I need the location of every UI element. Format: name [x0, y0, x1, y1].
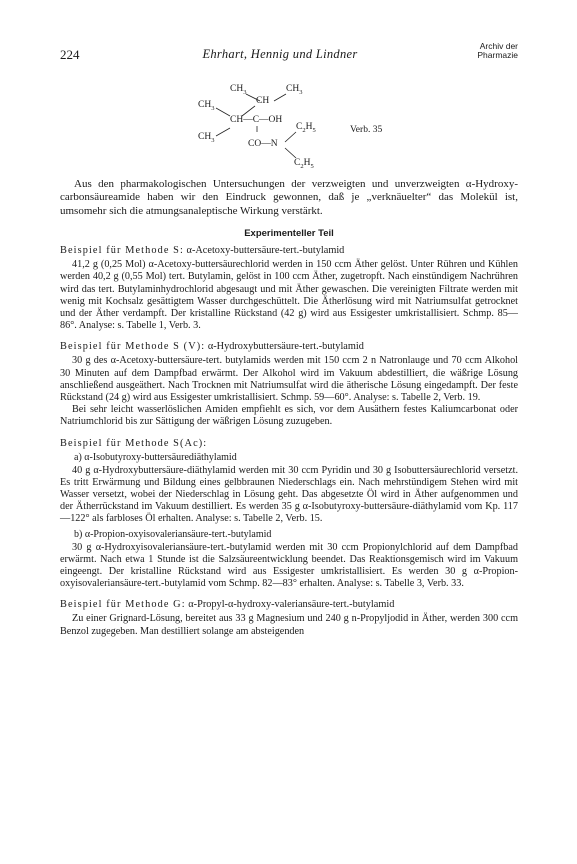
group-co-n: CO—N — [248, 139, 278, 149]
journal-name — [477, 42, 518, 60]
group-ch3-top: $CH_3$ — [230, 84, 247, 96]
page-number: 224 — [60, 47, 80, 62]
group-c2h5-upper: $C_2H_5$ — [296, 122, 316, 134]
bond-ch-ch3-lower — [216, 128, 230, 136]
example-heading-s — [60, 245, 518, 256]
bond-ch-ch3 — [274, 94, 286, 101]
structural-formula — [190, 82, 450, 174]
bond-n-c2h5-lower — [285, 148, 296, 158]
journal-name-line2: Pharmazie — [477, 50, 518, 60]
structure-bonds — [190, 82, 450, 174]
sub-heading-a: a) α-Isobutyroxy-buttersäurediäthylamid — [74, 451, 237, 463]
group-ch-main: CH—C—OH — [230, 115, 283, 125]
example-heading-s-v — [60, 341, 518, 352]
example-paragraph-a: 40 g α-Hydroxybuttersäure-diäthylamid werden mit 30 ccm Pyridin und 30 g Isobuttersäurechlorid versetzt. Es tritt Erwärmung und Bildung eines gelbbraunen Niederschlags ein. Nach mehrstündigem Stehen wird mit Wasser versetzt, wobei der Niederschlag in Lösung geht. Das abgesetzte Öl wird in Äther aufgenommen und der Ätherrückstand im Vakuum destilliert. Es werden 35 g α-Isobutyroxy-buttersäure-diäthylamid vom Kp. 117—122° als farbloses Öl erhalten. Analyse: s. Tabelle 2, Verb. 15. — [60, 464, 518, 525]
example-paragraph-s: 41,2 g (0,25 Mol) α-Acetoxy-buttersäurechlorid werden in 150 ccm Äther gelöst. Unter Rühren und Kühlen werden 40,2 g (0,55 Mol) tert. Butylamin, gelöst in 100 ccm Äther, zugetropft. Nach einstündigem Nachrühren wird das tert. Butylaminhydrochlorid abgesaugt und mit Äther gewaschen. Die vereinigten Filtrate werden mit wenig mit Kochsalz gesättigtem Wasser durchgeschüttelt. Die Ätherlösung wird mit Natriumsulfat getrocknet und der Äther verdampft. Der kristalline Rückstand (42 g) wird aus Essigester umkristallisiert. Schmp. 85—86°. Analyse: s. Tabelle 1, Verb. 3. — [60, 259, 518, 332]
example-heading-g — [60, 599, 518, 610]
example-paragraph-b: 30 g α-Hydroxyisovaleriansäure-tert.-butylamid werden mit 30 ccm Propionylchlorid auf dem Dampfbad erwärmt. Nach etwa 1 Stunde ist die Salzsäureentwicklung beendet. Das Reaktionsgemisch wird im Vakuum eingeengt. Der kristalline Rückstand wird aus Essigester umkristallisiert. Es werden 30 g α-Propion-oxyisovaleriansäure-tert.-butylamid vom Schmp. 82—83° erhalten. Analyse: s. Tabelle 3, Verb. 33. — [60, 541, 518, 590]
example-title: α-Propyl-α-hydroxy-valeriansäure-tert.-butylamid — [188, 599, 395, 611]
example-paragraph-s-v: 30 g des α-Acetoxy-buttersäure-tert. butylamids werden mit 150 ccm 2 n Natronlauge und 70 ccm Alkohol 30 Minuten auf dem Dampfbad erwärmt. Der Alkohol wird im Vakuum abdestilliert, die wäßrige Lösung anschließend ausgeäthert. Nach Trocknen mit Natriumsulfat wird die ätherische Lösung eingedampft. Der feste Rückstand (24 g) wird aus Essigester umkristallisiert. Schmp. 59—60°. Analyse: s. Tabelle 2, Verb. 19. — [60, 355, 518, 404]
example-paragraph-g: Zu einer Grignard-Lösung, bereitet aus 33 g Magnesium und 240 g n-Propyljodid in Äther, werden 300 ccm Benzol zugegeben. Man destilliert solange am absteigenden — [60, 613, 518, 637]
bond-ch3-ch-main — [216, 108, 230, 116]
example-label: Beispiel für Methode S: — [60, 245, 184, 257]
group-c2h5-lower: $C_2H_5$ — [294, 158, 314, 170]
compound-label: Verb. 35 — [350, 125, 383, 135]
main-text — [60, 178, 518, 638]
sub-heading-b: b) α-Propion-oxyisovaleriansäure-tert.-butylamid — [74, 528, 272, 540]
example-heading-s-ac — [60, 438, 518, 449]
running-authors: Ehrhart, Hennig und Lindner — [202, 47, 358, 61]
example-title: α-Acetoxy-buttersäure-tert.-butylamid — [186, 245, 345, 257]
running-header — [60, 41, 518, 67]
intro-paragraph: Aus den pharmakologischen Untersuchungen der verzweigten und unverzweigten α-Hydroxy-carbonsäureamide haben wir den Eindruck gewonnen, daß je „verknäuelter“ das Molekül ist, umsomehr sich die atmungsanaleptische Wirkung verstärkt. — [60, 178, 518, 217]
example-label: Beispiel für Methode S (V): — [60, 341, 206, 353]
section-title: Experimenteller Teil — [244, 228, 334, 240]
group-ch3-left: $CH_3$ — [198, 100, 215, 112]
group-ch3-top-right: $CH_3$ — [286, 84, 303, 96]
example-label: Beispiel für Methode G: — [60, 599, 186, 611]
group-ch-branch: CH — [256, 96, 270, 106]
example-title: α-Hydroxybuttersäure-tert.-butylamid — [207, 341, 364, 353]
bond-n-c2h5-upper — [285, 132, 296, 142]
journal-name-line1: Archiv der — [479, 41, 518, 51]
example-label: Beispiel für Methode S(Ac): — [60, 437, 208, 449]
example-paragraph-s-v-note: Bei sehr leicht wasserlöslichen Amiden empfiehlt es sich, vor dem Ausäthern festes Kaliumcarbonat oder Natriumchlorid bis zur Sättigung der wäßrigen Lösung zuzugeben. — [60, 404, 518, 428]
group-ch3-bottom-left: $CH_3$ — [198, 132, 215, 144]
